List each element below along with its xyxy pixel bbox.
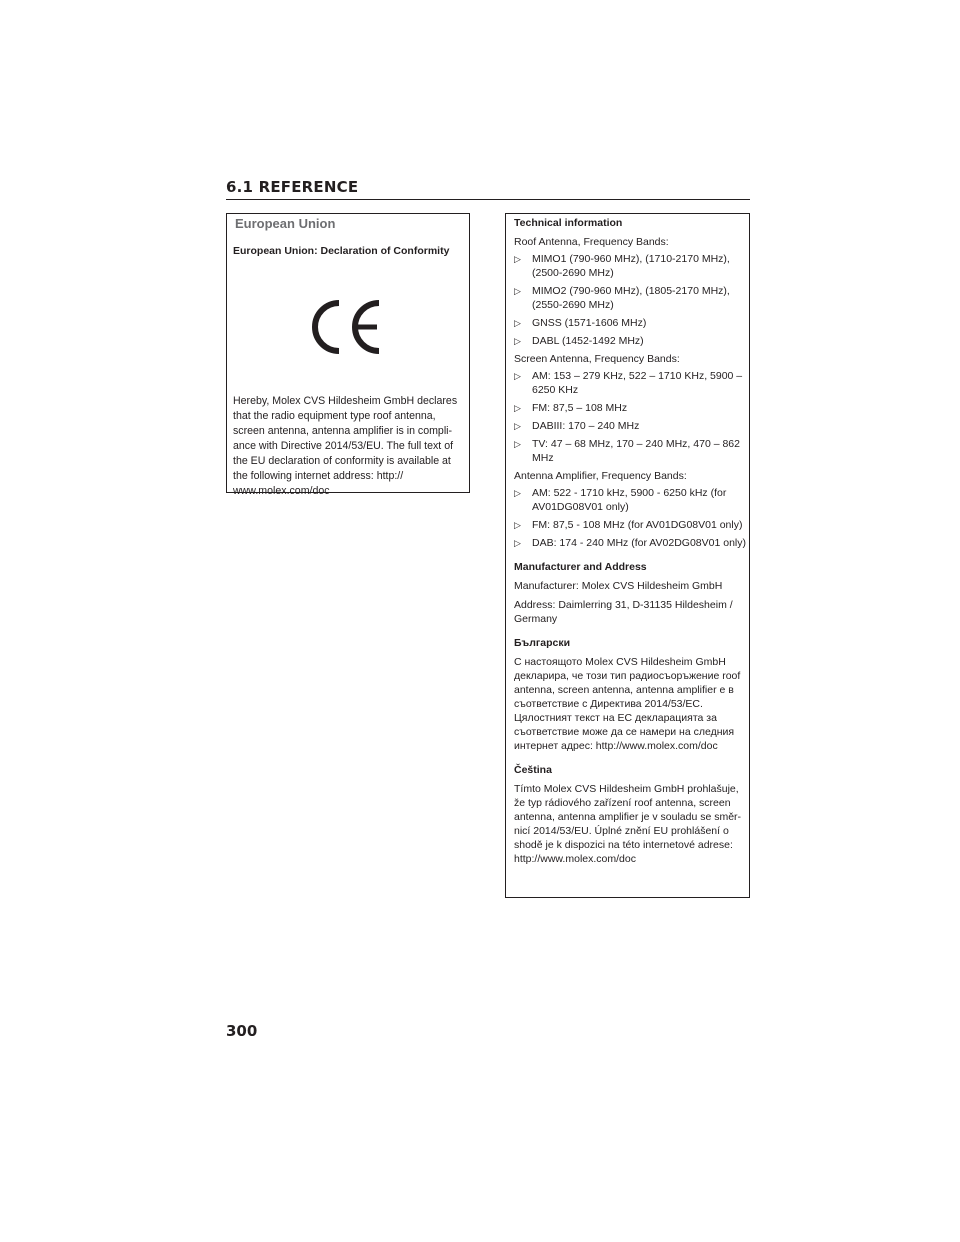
bulgarian-heading: Български (514, 637, 571, 649)
list-item: ▷ MIMO2 (790-960 MHz), (1805-2170 MHz), (2550-2690 MHz) (514, 285, 730, 311)
bullet-icon: ▷ (514, 318, 521, 328)
list-item: ▷ DABL (1452-1492 MHz) (514, 335, 644, 347)
czech-text: Tímto Molex CVS Hildesheim GmbH prohlašuje, že typ rádiového zařízení roof antenna, screen antenna, antenna amplifier je v souladu se směr-nicí 2014/53/EU. Úplné znění EU prohlášení o shodě je k dispozici na této internetové adrese: http://www.molex.com/doc (514, 783, 742, 865)
list-item: ▷ MIMO1 (790-960 MHz), (1710-2170 MHz), (2500-2690 MHz) (514, 253, 730, 279)
manufacturer-heading: Manufacturer and Address (514, 561, 647, 573)
screen-bands-title: Screen Antenna, Frequency Bands: (514, 353, 680, 365)
bullet-icon: ▷ (514, 254, 521, 264)
tech-heading: Technical information (514, 217, 623, 229)
bullet-icon: ▷ (514, 371, 521, 381)
roof-bands-title: Roof Antenna, Frequency Bands: (514, 236, 669, 248)
list-item: ▷ DABIII: 170 – 240 MHz (514, 420, 640, 432)
list-item: ▷ GNSS (1571-1606 MHz) (514, 317, 647, 329)
bullet-icon: ▷ (514, 403, 521, 413)
manufacturer-text: Manufacturer: Molex CVS Hildesheim GmbH (514, 580, 723, 592)
amplifier-bands-list (514, 486, 746, 550)
bullet-icon: ▷ (514, 538, 521, 548)
section-rule (226, 199, 750, 200)
ce-mark-icon (309, 297, 385, 357)
bullet-icon: ▷ (514, 488, 521, 498)
list-item: ▷ TV: 47 – 68 MHz, 170 – 240 MHz, 470 – 862 MHz (514, 438, 740, 464)
eu-declaration-box (226, 213, 470, 497)
list-item: ▷ AM: 153 – 279 KHz, 522 – 1710 KHz, 5900 – 6250 KHz (514, 370, 743, 396)
bullet-icon: ▷ (514, 421, 521, 431)
bullet-icon: ▷ (514, 336, 521, 346)
section-title: 6.1 REFERENCE (226, 178, 359, 196)
list-item: ▷ FM: 87,5 – 108 MHz (514, 402, 628, 414)
list-item: ▷ AM: 522 - 1710 kHz, 5900 - 6250 kHz (for AV01DG08V01 only) (514, 487, 727, 513)
bulgarian-text: С настоящото Molex CVS Hildesheim GmbH декларира, че този тип радиосъоръжение roof antenna, screen antenna, antenna amplifier е в съответствие с Директива 2014/53/ЕС. Цялостният текст на ЕС декларацията за съответствие може да се намери на следния интернет адрес: http://www.molex.com/doc (514, 656, 741, 752)
technical-information-box (505, 213, 750, 898)
list-item: ▷ DAB: 174 - 240 MHz (for AV02DG08V01 only) (514, 537, 746, 549)
screen-bands-list (514, 369, 746, 465)
list-item: ▷ FM: 87,5 - 108 MHz (for AV01DG08V01 only) (514, 519, 743, 531)
eu-heading: European Union (235, 216, 336, 231)
address-text: Address: Daimlerring 31, D-31135 Hildesheim / Germany (514, 599, 733, 625)
eu-declaration-text: Hereby, Molex CVS Hildesheim GmbH declares that the radio equipment type roof antenna, screen antenna, antenna amplifier is in compli- ance with Directive 2014/53/EU. The full text of the EU declaration of conformity is available at the following internet address: http:// www.molex.com/doc (233, 395, 458, 497)
bullet-icon: ▷ (514, 439, 521, 449)
bullet-icon: ▷ (514, 520, 521, 530)
roof-bands-list (514, 252, 746, 348)
amplifier-bands-title: Antenna Amplifier, Frequency Bands: (514, 470, 687, 482)
czech-heading: Čeština (514, 764, 552, 776)
eu-subheading: European Union: Declaration of Conformity (233, 245, 450, 257)
page-number: 300 (226, 1022, 258, 1040)
bullet-icon: ▷ (514, 286, 521, 296)
